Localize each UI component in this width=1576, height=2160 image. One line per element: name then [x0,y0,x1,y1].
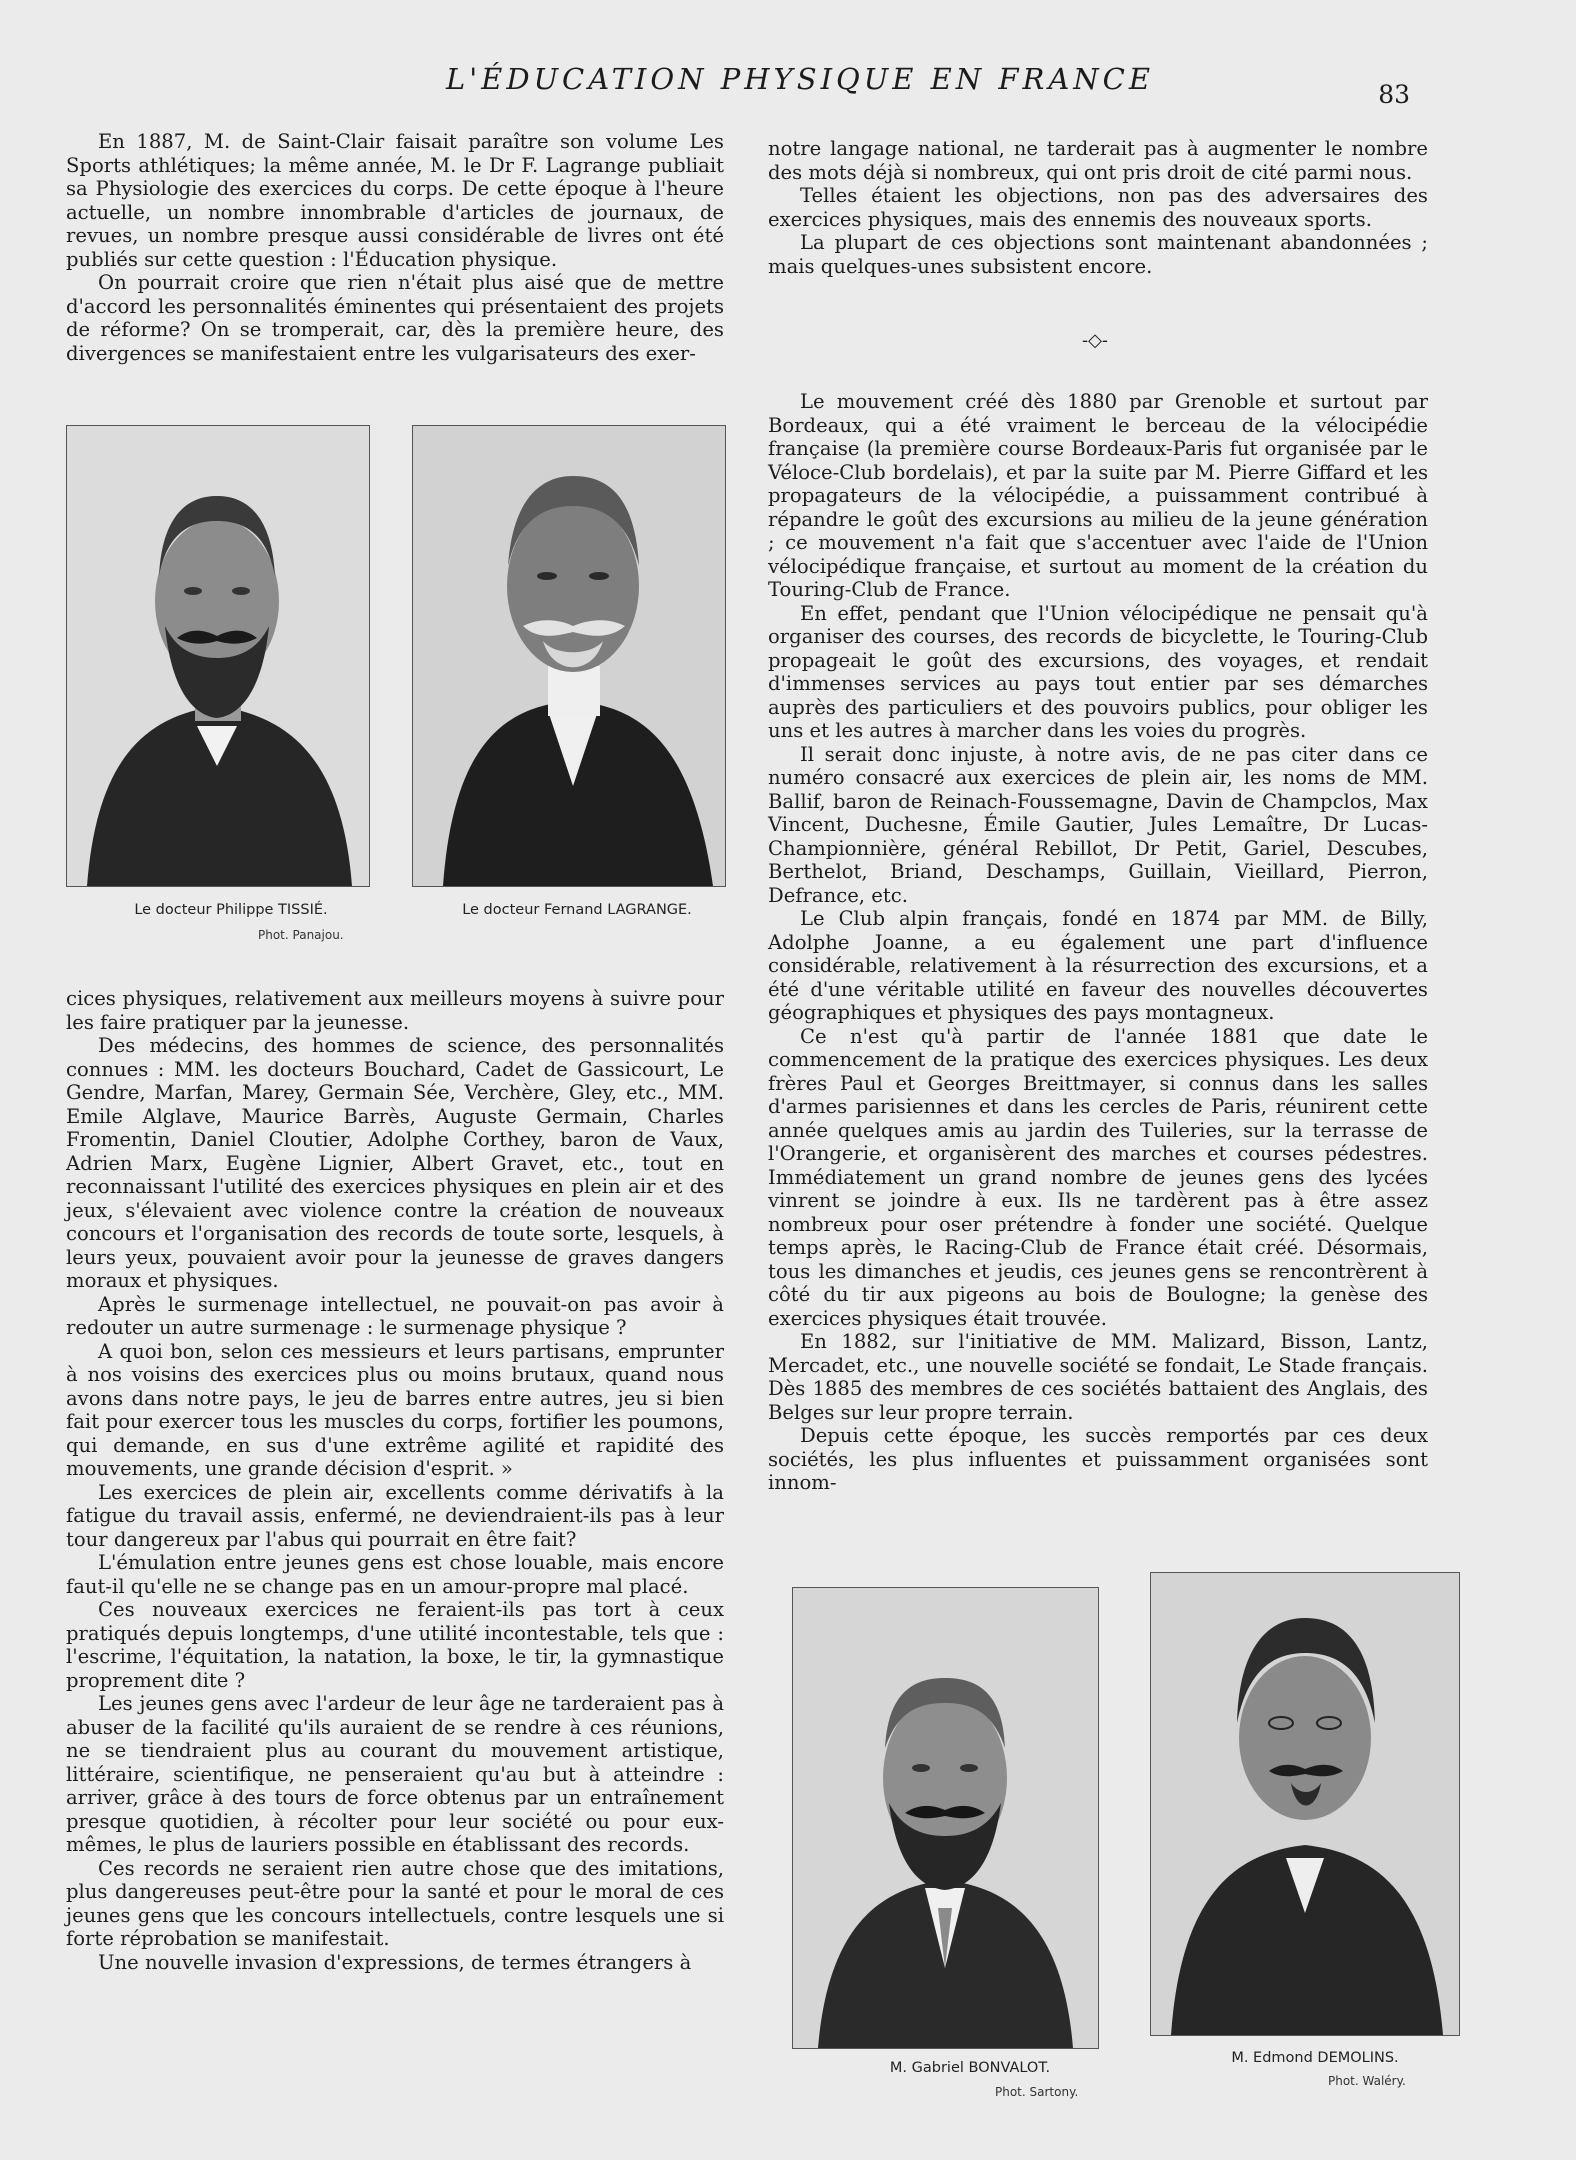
left-column-top [66,130,724,365]
paragraph: Des médecins, des hommes de science, des personnalités connues : MM. les docteurs Bouchard, Cadet de Gassicourt, Le Gendre, Marfan, Marey, Germain Sée, Verchère, Gley, etc., MM. Emile Alglave, Maurice Barrès, Auguste Germain, Charles Fromentin, Daniel Cloutier, Adolphe Corthey, baron de Vaux, Adrien Marx, Eugène Lignier, Albert Gravet, etc., tout en reconnaissant l'utilité des exercices physiques en plein air et des jeux, s'élevaient avec violence contre la création de nouveaux concours et l'organisation des records de toute sorte, lesquels, à leurs yeux, pouvaient avoir pour la jeunesse de graves dangers moraux et physiques. [66,1034,724,1292]
paragraph: L'émulation entre jeunes gens est chose louable, mais encore faut-il qu'elle ne se change pas en un amour-propre mal placé. [66,1551,724,1598]
portrait-bonvalot-image [793,1588,1098,2048]
paragraph: Il serait donc injuste, à notre avis, de ne pas citer dans ce numéro consacré aux exercices de plein air, les noms de MM. Ballif, baron de Reinach-Foussemagne, Davin de Champclos, Max Vincent, Duchesne, Émile Gautier, Jules Lemaître, Dr Lucas-Championnière, général Rebillot, Dr Petit, Gariel, Descubes, Berthelot, Briand, Deschamps, Guillain, Vieillard, Pierron, Defrance, etc. [768,742,1428,907]
paragraph: A quoi bon, selon ces messieurs et leurs partisans, emprunter à nos voisins des exercices plus ou moins brutaux, quand nous avons dans notre pays, le jeu de barres entre autres, jeu si bien fait pour exercer tous les muscles du corps, fortifier les poumons, qui demande, en sus d'une extrême agilité et rapidité des mouvements, une grande décision d'esprit. » [66,1339,724,1480]
caption-bonvalot: M. Gabriel BONVALOT. [889,2060,1051,2076]
paragraph: Ce n'est qu'à partir de l'année 1881 que date le commencement de la pratique des exercices physiques. Les deux frères Paul et Georges Breittmayer, si connus dans les salles d'armes parisiennes et dans les cercles de Paris, réunirent cette année quelques amis au jardin des Tuileries, sur la terrasse de l'Orangerie, et organisèrent des marches et courses pédestres. Immédiatement un grand nombre de jeunes gens des lycées vinrent se joindre à eux. Ils ne tardèrent pas à être assez nombreux pour oser prétendre à fonder une société. Quelque temps après, le Racing-Club de France était créé. Désormais, tous les dimanches et jeudis, ces jeunes gens se rencontrèrent à côté du tir aux pigeons au bois de Boulogne; la genèse des exercices physiques était trouvée. [768,1024,1428,1330]
paragraph: Les jeunes gens avec l'ardeur de leur âge ne tarderaient pas à abuser de la facilité qu'ils auraient de se rendre à ces réunions, ne se tiendraient plus au courant du mouvement artistique, littéraire, scientifique, ne penseraient qu'au but à atteindre : arriver, grâce à des tours de force obtenus par un entraînement presque quotidien, à récolter pour leur société ou pour eux-mêmes, le plus de lauriers possible en établissant des records. [66,1692,724,1856]
paragraph: En effet, pendant que l'Union vélocipédique ne pensait qu'à organiser des courses, des records de bicyclette, le Touring-Club propageait le goût des excursions, des voyages, et rendait d'immenses services au pays tout entier par ses démarches auprès des particuliers et des pouvoirs publics, pour obliger les uns et les autres à marcher dans les voies du progrès. [768,601,1428,742]
portrait-tissie-image [67,426,369,886]
paragraph: Telles étaient les objections, non pas des adversaires des exercices physiques, mais des ennemis des nouveaux sports. [768,184,1428,231]
paragraph: En 1887, M. de Saint-Clair faisait paraître son volume Les Sports athlétiques; la même année, M. le Dr F. Lagrange publiait sa Physiologie des exercices du corps. De cette époque à l'heure actuelle, un nombre innombrable d'articles de journaux, de revues, un nombre presque aussi considérable de livres ont été publiés sur cette question : l'Éducation physique. [66,130,724,271]
credit-tissie: Phot. Panajou. [258,928,344,942]
paragraph: Le mouvement créé dès 1880 par Grenoble et surtout par Bordeaux, qui a été vraiment le berceau de la vélocipédie française (la première course Bordeaux-Paris fut organisée par le Véloce-Club bordelais), et par la suite par M. Pierre Giffard et les propagateurs de la vélocipédie, a puissamment contribué à répandre le goût des excursions au milieu de la jeune génération ; ce mouvement n'a fait que s'accentuer avec l'aide de l'Union vélocipédique française, et surtout au moment de la création du Touring-Club de France. [768,390,1428,601]
page-number: 83 [1378,80,1410,109]
section-ornament: -◇- [1081,330,1108,351]
portrait-bonvalot [792,1587,1099,2049]
paragraph: La plupart de ces objections sont maintenant abandonnées ; mais quelques-unes subsistent encore. [768,231,1428,278]
portrait-lagrange [412,425,726,887]
portrait-lagrange-image [413,426,725,886]
paragraph: Une nouvelle invasion d'expressions, de termes étrangers à [98,1950,692,1974]
running-title: L'ÉDUCATION PHYSIQUE EN FRANCE [445,62,1155,96]
paragraph: Les exercices de plein air, excellents comme dérivatifs à la fatigue du travail assis, enfermé, ne deviendraient-ils pas à leur tour dangereux par l'abus qui pourrait en être fait? [66,1480,724,1551]
paragraph: Depuis cette époque, les succès remportés par ces deux sociétés, les plus influentes et puissamment organisées sont innom- [768,1424,1428,1494]
paragraph: Ces records ne seraient rien autre chose que des imitations, plus dangereuses peut-être pour la santé et pour le moral de ces jeunes gens que les concours intellectuels, contre lesquels une si forte réprobation se manifestait. [66,1856,724,1950]
paragraph: notre langage national, ne tarderait pas à augmenter le nombre des mots déjà si nombreux, qui ont pris droit de cité parmi nous. [768,137,1428,184]
paragraph: cices physiques, relativement aux meilleurs moyens à suivre pour les faire pratiquer par la jeunesse. [66,987,724,1034]
portrait-demolins [1150,1572,1460,2036]
paragraph: On pourrait croire que rien n'était plus aisé que de mettre d'accord les personnalités éminentes qui présentaient des projets de réforme? On se tromperait, car, dès la première heure, des divergences se manifestaient entre les vulgarisateurs des exer- [66,271,724,365]
caption-demolins: M. Edmond DEMOLINS. [1231,2050,1399,2066]
paragraph: Le Club alpin français, fondé en 1874 par MM. de Billy, Adolphe Joanne, a eu également une part d'influence considérable, relativement à la résurrection des excursions, et a été d'une véritable utilité en faveur des nouvelles découvertes géographiques et physiques des pays montagneux. [768,907,1428,1024]
left-column-bottom [66,987,724,1974]
right-column-body [768,390,1428,1495]
credit-bonvalot: Phot. Sartony. [995,2085,1079,2099]
portrait-demolins-image [1151,1573,1459,2035]
paragraph: Après le surmenage intellectuel, ne pouvait-on pas avoir à redouter un autre surmenage : le surmenage physique ? [66,1292,724,1339]
right-column-top [768,137,1428,278]
caption-lagrange: Le docteur Fernand LAGRANGE. [462,902,692,918]
paragraph: En 1882, sur l'initiative de MM. Malizard, Bisson, Lantz, Mercadet, etc., une nouvelle société se fondait, Le Stade français. Dès 1885 des membres de ces sociétés battaient des Anglais, des Belges sur leur propre terrain. [768,1330,1428,1424]
caption-tissie: Le docteur Philippe TISSIÉ. [134,902,328,918]
paragraph: Ces nouveaux exercices ne feraient-ils pas tort à ceux pratiqués depuis longtemps, d'une utilité incontestable, tels que : l'escrime, l'équitation, la natation, la boxe, le tir, la gymnastique proprement dite ? [66,1598,724,1692]
credit-demolins: Phot. Waléry. [1328,2074,1406,2088]
portrait-tissie [66,425,370,887]
